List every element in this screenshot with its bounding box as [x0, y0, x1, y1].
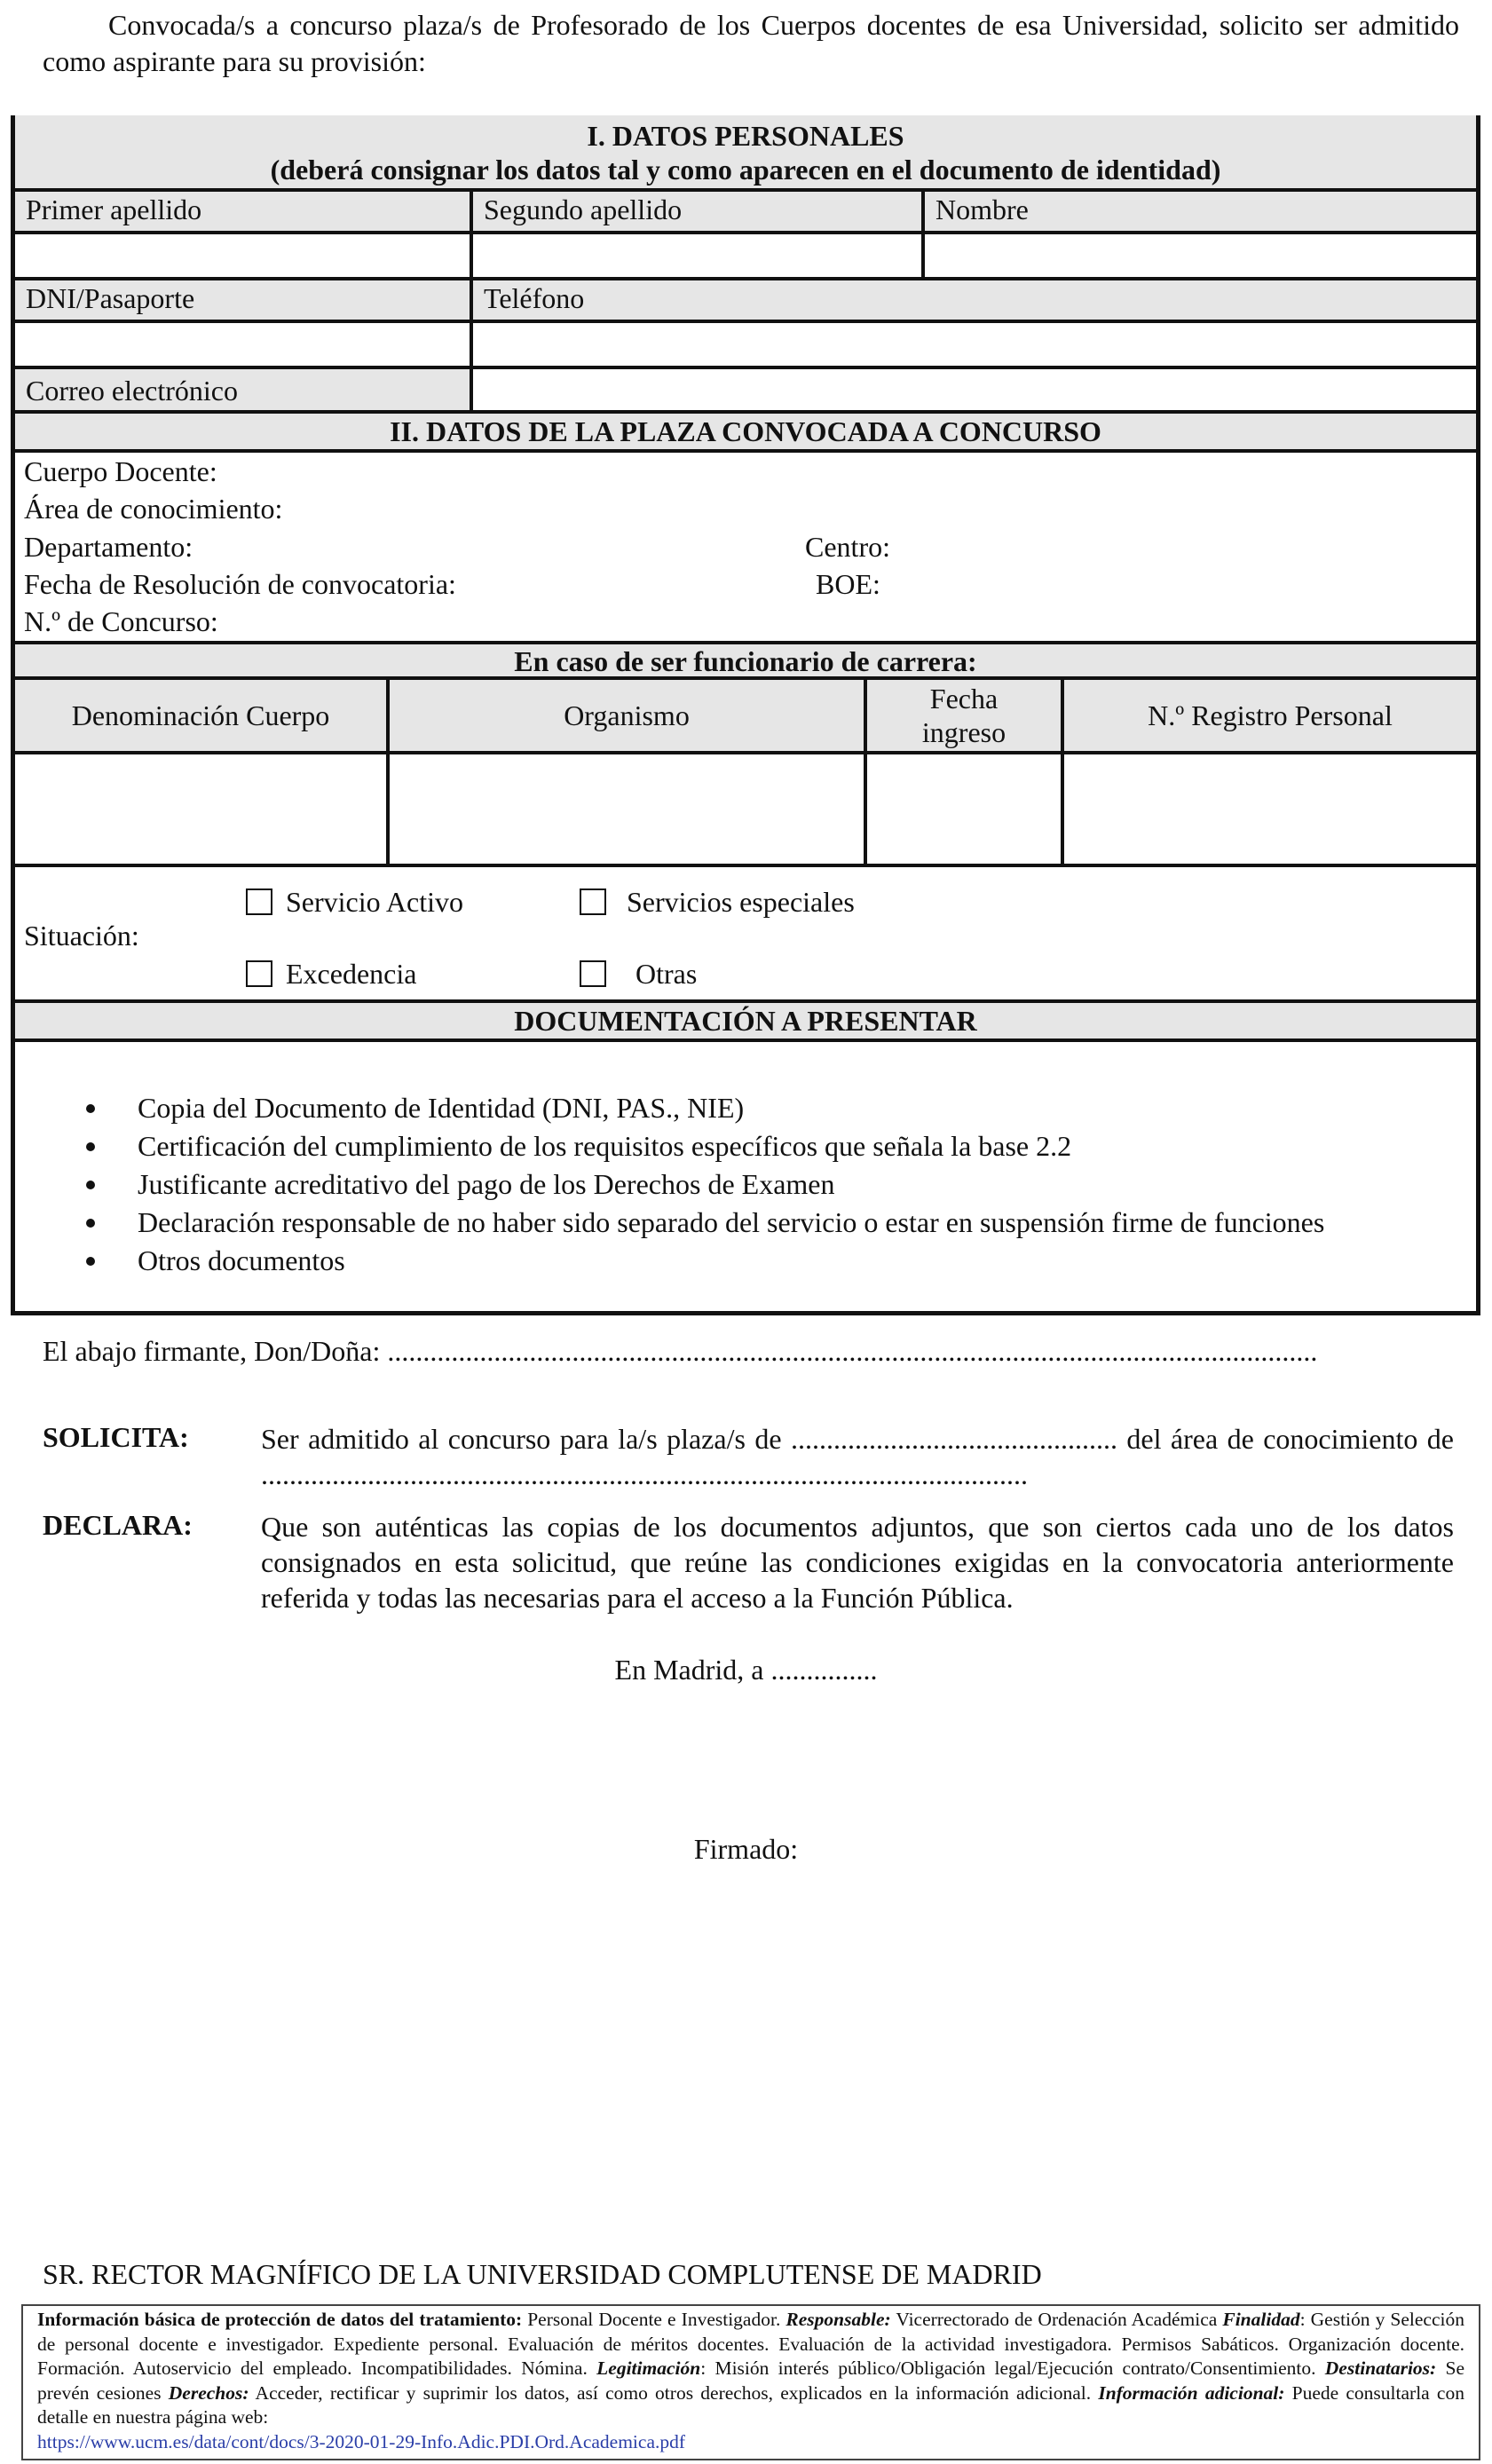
destinatario: SR. RECTOR MAGNÍFICO DE LA UNIVERSIDAD COMPLUTENSE DE MADRID: [43, 2258, 1042, 2290]
privacy-text: Personal Docente e Investigador.: [522, 2309, 786, 2330]
privacy-text: Se prevén cesiones: [37, 2357, 1465, 2404]
list-item: Justificante acreditativo del pago de los Derechos de Examen: [86, 1165, 1324, 1204]
section-personal-title: I. DATOS PERSONALES: [587, 120, 904, 152]
list-item: Declaración responsable de no haber sido separado del servicio o estar en suspensión firme de funciones: [86, 1204, 1324, 1242]
privacy-derechos: Derechos:: [168, 2381, 249, 2404]
section-plaza-title: II. DATOS DE LA PLAZA CONVOCADA A CONCURSO: [15, 410, 1476, 453]
input-fecha-ingreso[interactable]: [867, 754, 1061, 864]
funcionario-title: En caso de ser funcionario de carrera:: [15, 641, 1476, 680]
documentacion-list: [86, 1089, 1324, 1280]
option-servicios-especiales: Servicios especiales: [627, 886, 855, 918]
input-denominacion-cuerpo[interactable]: [15, 754, 386, 864]
label-cuerpo-docente: Cuerpo Docente:: [24, 455, 217, 487]
privacy-url-link[interactable]: https://www.ucm.es/data/cont/docs/3-2020-01-29-Info.Adic.PDI.Ord.Academica.pdf: [37, 2430, 686, 2452]
label-primer-apellido: Primer apellido: [15, 192, 470, 231]
input-registro-personal[interactable]: [1064, 754, 1476, 864]
input-primer-apellido[interactable]: [15, 234, 470, 277]
column-denominacion-cuerpo: Denominación Cuerpo: [15, 680, 386, 751]
privacy-finalidad: Finalidad: [1222, 2309, 1300, 2330]
label-boe: BOE:: [816, 568, 880, 600]
label-fecha-resolucion: Fecha de Resolución de convocatoria:: [24, 568, 456, 600]
solicita-label: SOLICITA:: [43, 1421, 189, 1453]
input-correo[interactable]: [473, 369, 1476, 410]
list-item: Certificación del cumplimiento de los requisitos específicos que señala la base 2.2: [86, 1127, 1324, 1165]
section-personal-header: [15, 115, 1476, 192]
label-dni: DNI/Pasaporte: [15, 280, 470, 320]
column-registro-personal: N.º Registro Personal: [1064, 680, 1476, 751]
firmado-label: Firmado:: [693, 1833, 799, 1865]
option-excedencia: Excedencia: [286, 958, 417, 990]
input-segundo-apellido[interactable]: [473, 234, 921, 277]
intro-paragraph: Convocada/s a concurso plaza/s de Profesorado de los Cuerpos docentes de esa Universidad, solicito ser admitido como aspirante para su provisión:: [43, 9, 1459, 77]
label-segundo-apellido: Segundo apellido: [473, 192, 921, 231]
firmante-line: El abajo firmante, Don/Doña: ...................................................................................................................................: [43, 1335, 1318, 1367]
checkbox-excedencia[interactable]: [246, 960, 272, 987]
list-item: Copia del Documento de Identidad (DNI, PAS., NIE): [86, 1089, 1324, 1127]
column-fecha-ingreso: [867, 680, 1061, 751]
input-dni[interactable]: [15, 323, 470, 366]
checkbox-servicio-activo[interactable]: [246, 888, 272, 915]
label-nombre: Nombre: [925, 192, 1476, 231]
label-centro: Centro:: [805, 531, 890, 563]
privacy-text: Acceder, rectificar y suprimir los datos, así como otros derechos, explicados en la información adicional.: [249, 2381, 1099, 2404]
input-organismo[interactable]: [390, 754, 864, 864]
label-numero-concurso: N.º de Concurso:: [24, 605, 218, 637]
privacy-text: Vicerrectorado de Ordenación Académica: [890, 2309, 1223, 2330]
privacy-destinatarios: Destinatarios:: [1324, 2357, 1437, 2379]
input-telefono[interactable]: [473, 323, 1476, 366]
input-nombre[interactable]: [925, 234, 1476, 277]
column-fecha-ingreso-line1: Fecha: [929, 683, 999, 715]
checkbox-otras[interactable]: [580, 960, 606, 987]
privacy-text: : Gestión y Selección de personal docente e investigador. Expediente personal. Evaluación de méritos docentes. Evaluación de la actividad investigadora. Permisos Sabáticos. Organización docente. Formación. Autoservicio del empleado. Incompatibilidades. Nómina.: [37, 2309, 1464, 2379]
privacy-legitimacion: Legitimación: [596, 2357, 701, 2379]
application-form: [11, 115, 1480, 1315]
checkbox-servicios-especiales[interactable]: [580, 888, 606, 915]
privacy-text: : Misión interés público/Obligación legal/Ejecución contrato/Consentimiento.: [700, 2357, 1325, 2379]
lugar-fecha: En Madrid, a ...............: [614, 1654, 878, 1686]
option-otras: Otras: [635, 958, 698, 990]
label-situacion: Situación:: [24, 920, 139, 952]
privacy-text: Puede consultarla con detalle en nuestra página web:: [37, 2381, 1464, 2428]
privacy-responsable: Responsable:: [785, 2309, 891, 2330]
privacy-notice: [21, 2304, 1480, 2460]
declara-label: DECLARA:: [43, 1509, 193, 1541]
label-correo: Correo electrónico: [15, 369, 470, 410]
column-fecha-ingreso-line2: ingreso: [921, 716, 1007, 748]
declara-text: Que son auténticas las copias de los documentos adjuntos, que son ciertos cada uno de los datos consignados en esta solicitud, que reúne las condiciones exigidas en la convocatoria anteriormente referida y todas las necesarias para el acceso a la Función Pública.: [261, 1511, 1454, 1614]
privacy-info-adicional: Información adicional:: [1098, 2381, 1285, 2404]
documentacion-title: DOCUMENTACIÓN A PRESENTAR: [15, 999, 1476, 1042]
column-organismo: Organismo: [390, 680, 864, 751]
label-area-conocimiento: Área de conocimiento:: [24, 493, 283, 525]
solicita-text: Ser admitido al concurso para la/s plaza/s de .............................................. del área de conocimiento de ............................................................................................................: [261, 1423, 1454, 1490]
label-telefono: Teléfono: [473, 280, 917, 320]
section-personal-subtitle: (deberá consignar los datos tal y como aparecen en el documento de identidad): [270, 154, 1221, 186]
label-departamento: Departamento:: [24, 531, 193, 563]
option-servicio-activo: Servicio Activo: [286, 886, 463, 918]
privacy-heading: Información básica de protección de datos del tratamiento:: [37, 2309, 523, 2330]
list-item: Otros documentos: [86, 1242, 1324, 1280]
